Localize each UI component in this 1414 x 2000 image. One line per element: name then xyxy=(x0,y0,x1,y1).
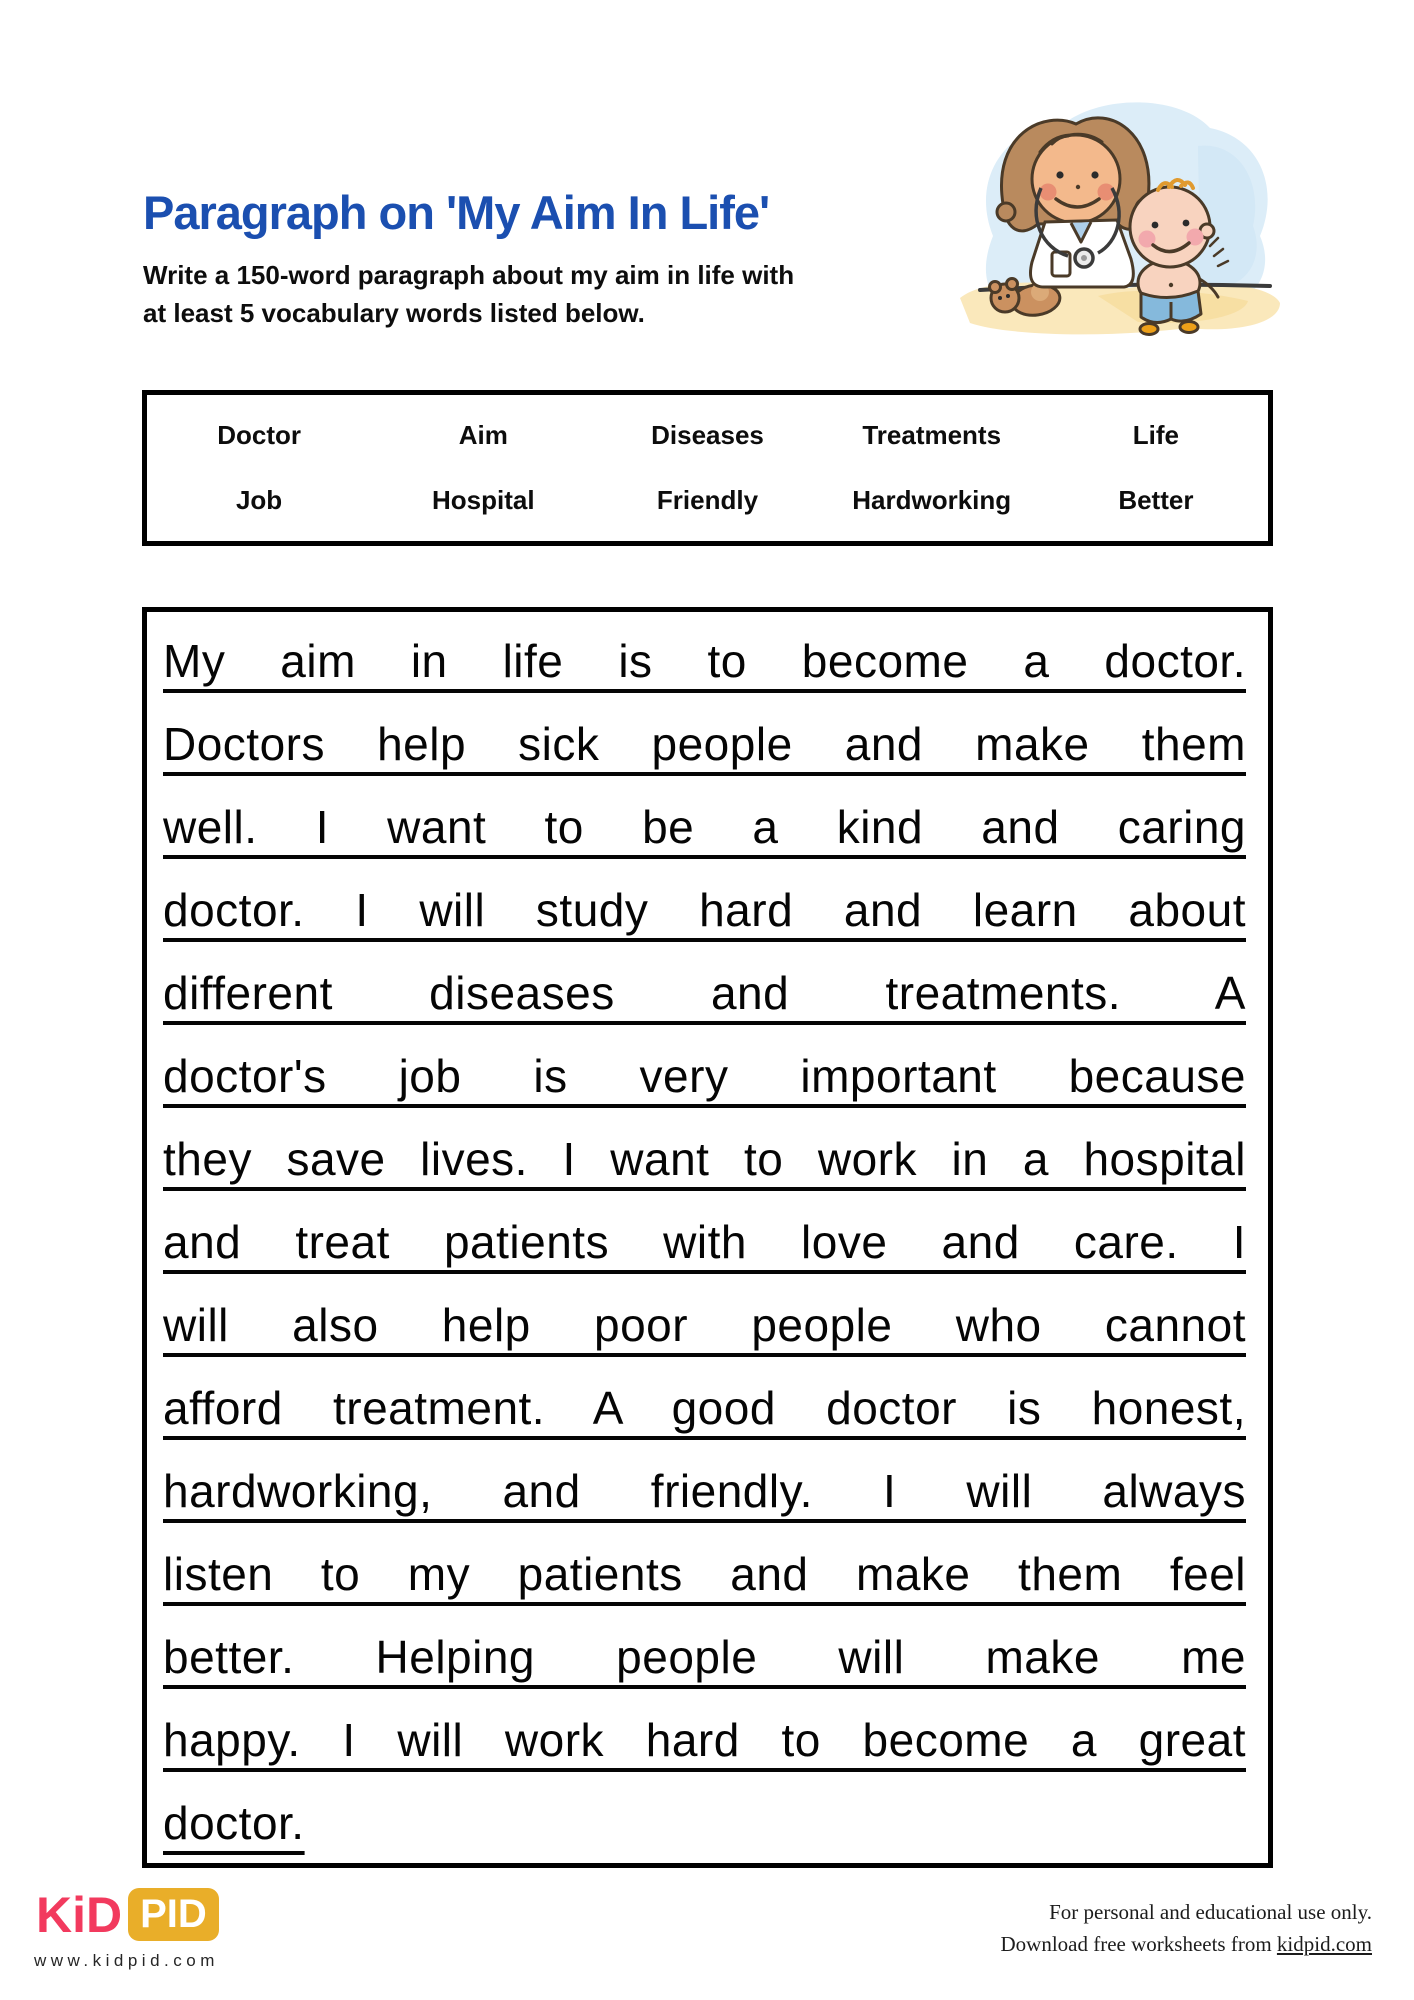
vocab-word-hardworking: Hardworking xyxy=(852,485,1012,515)
paragraph-line: Doctors help sick people and make them xyxy=(163,718,1246,770)
instructions xyxy=(143,256,943,332)
vocab-word-life: Life xyxy=(1132,420,1179,450)
vocabulary-box xyxy=(142,390,1273,546)
instruction-line-1: Write a 150-word paragraph about my aim in life with xyxy=(143,260,795,290)
vocab-word-diseases: Diseases xyxy=(651,420,764,450)
worksheet-header xyxy=(143,185,943,332)
paragraph-line: hardworking, and friendly. I will always xyxy=(163,1465,1246,1517)
paragraph-line: and treat patients with love and care. I xyxy=(163,1216,1246,1268)
paragraph-line: doctor. I will study hard and learn about xyxy=(163,884,1246,936)
instruction-line-2: at least 5 vocabulary words listed below. xyxy=(143,298,645,328)
vocab-word-doctor: Doctor xyxy=(217,420,301,450)
paragraph-answer-box xyxy=(142,607,1273,1868)
vocab-word-better: Better xyxy=(1118,485,1194,515)
paragraph-line: different diseases and treatments. A xyxy=(163,967,1246,1019)
usage-note-line-2-prefix: Download free worksheets from xyxy=(1000,1932,1277,1956)
paragraph-line: well. I want to be a kind and caring xyxy=(163,801,1246,853)
page-title: Paragraph on 'My Aim In Life' xyxy=(143,186,770,239)
usage-note-line-1: For personal and educational use only. xyxy=(1049,1900,1372,1924)
vocab-word-treatments: Treatments xyxy=(862,420,1002,450)
paragraph-line: doctor. xyxy=(163,1797,305,1849)
usage-note-line-2 xyxy=(1001,1928,1373,1960)
kidpid-logo-pid-badge: PID xyxy=(128,1888,219,1941)
footer-usage-note xyxy=(1001,1896,1373,1960)
doctor-baby-illustration xyxy=(948,86,1290,338)
vocab-word-job: Job xyxy=(235,485,283,515)
kidpid-logo xyxy=(36,1888,219,1941)
paragraph-line: they save lives. I want to work in a hospital xyxy=(163,1133,1246,1185)
paragraph-line: listen to my patients and make them feel xyxy=(163,1548,1246,1600)
paragraph-line: My aim in life is to become a doctor. xyxy=(163,635,1246,687)
paragraph-line: happy. I will work hard to become a great xyxy=(163,1714,1246,1766)
kidpid-logo-kid-text: KiD xyxy=(36,1886,123,1943)
paragraph-line: doctor's job is very important because xyxy=(163,1050,1246,1102)
doctor-baby-cartoon-icon xyxy=(948,86,1290,338)
kidpid-website-url: www.kidpid.com xyxy=(34,1951,219,1970)
paragraph-line: better. Helping people will make me xyxy=(163,1631,1246,1683)
paragraph-line: will also help poor people who cannot xyxy=(163,1299,1246,1351)
kidpid-link[interactable]: kidpid.com xyxy=(1276,1932,1372,1956)
vocab-word-friendly: Friendly xyxy=(656,485,759,515)
vocab-word-aim: Aim xyxy=(458,420,508,450)
paragraph-line: afford treatment. A good doctor is honest, xyxy=(163,1382,1246,1434)
vocab-word-hospital: Hospital xyxy=(432,485,535,515)
